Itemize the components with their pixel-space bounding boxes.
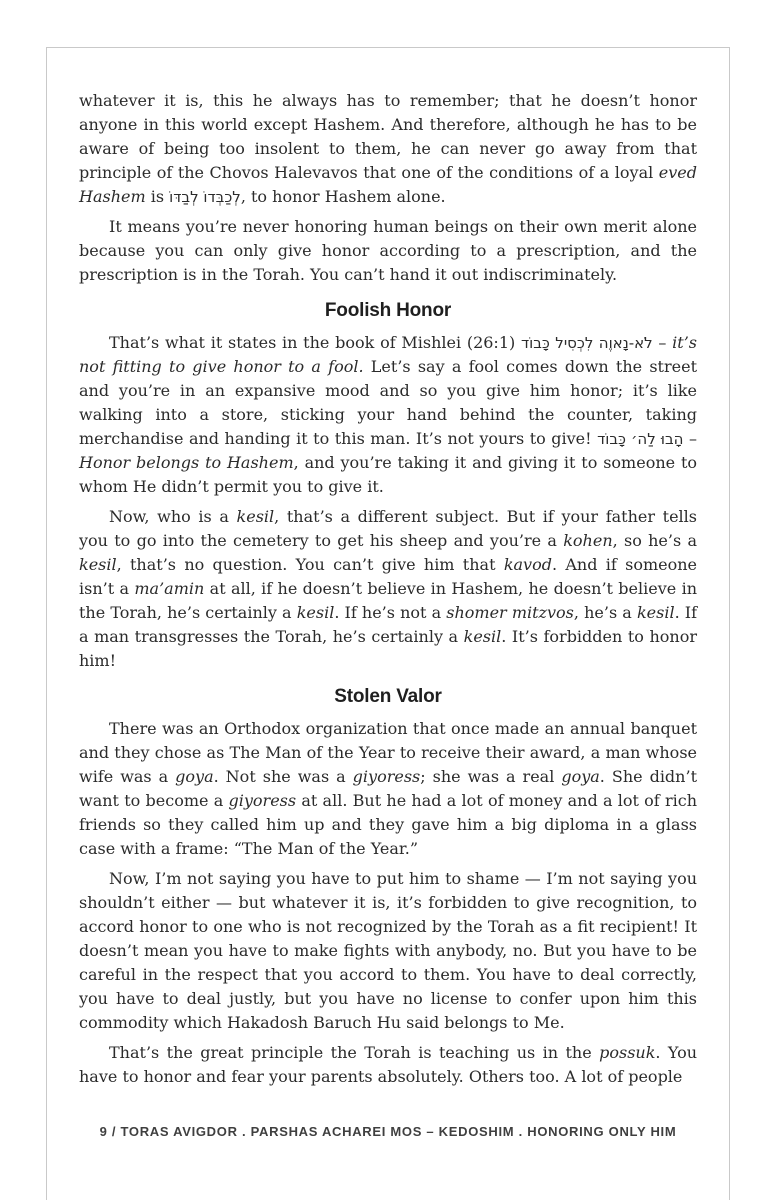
text-run: . She didn’t want to become a [79,767,697,810]
text-run: , and you’re taking it and giving it to someone to whom He didn’t permit you to give it. [79,453,698,496]
page-body [47,48,729,1089]
italic-term: kesil [296,603,335,622]
text-run: . If a man transgresses the Torah, he’s certainly a [79,603,698,646]
text-run: . And if someone isn’t a [79,555,698,598]
section-heading: Stolen Valor [334,686,442,707]
text-run: . Not she was a [213,767,353,786]
body-paragraph [79,331,697,499]
italic-term: kesil [463,627,502,646]
body-paragraph [79,717,697,861]
text-run: Now, who is a [109,507,237,526]
text-run: Let’s say a fool comes down the street and you’re in an expansive mood and so you give him honor; it’s like walking into a store, sticking your hand behind the counter, taking merchandise and handing it to this man. It’s not yours to give! [79,357,697,448]
body-paragraph [79,89,697,209]
text-run: , that’s a different subject. But if your father tells you to go into the cemetery to get his sheep and you’re a [79,507,697,550]
text-run: ; she was a real [420,767,562,786]
text-run: – [683,429,697,448]
italic-term: giyoress [352,767,421,786]
body-paragraph [79,867,697,1035]
text-run: , to honor Hashem alone. [240,187,446,206]
text-run: at all, if he doesn’t believe in Hashem, he doesn’t believe in the Torah, he’s certainly a [79,579,697,622]
italic-term: shomer mitzvos [446,603,574,622]
text-run: Now, I’m not saying you have to put him to shame — I’m not saying you shouldn’t either — but whatever it is, it’s forbidden to give recognition, to accord honor to one who is not recognized by the Torah as a fit recipient! It doesn’t mean you have to make fights with anybody, no. But you have to be careful in the respect that you accord to them. You have to deal correctly, you have to deal justly, but you have no license to confer upon him this commodity which Hakadosh Baruch Hu said belongs to Me. [79,869,697,1032]
italic-term: kesil [79,555,117,574]
italic-term: kesil [236,507,275,526]
italic-term: eved Hashem [79,163,697,206]
italic-term: goya [561,767,600,786]
italic-term: giyoress [228,791,297,810]
italic-term: kohen [563,531,613,550]
page-footer: 9 / TORAS AVIGDOR . PARSHAS ACHAREI MOS – KEDOSHIM . HONORING ONLY HIM [47,1120,729,1139]
italic-term: kavod [503,555,552,574]
italic-term: Honor belongs to Hashem [79,453,294,472]
hebrew-text: לְכַבְּדוֹ לְבַדּוֹ [169,188,241,206]
italic-term: goya [175,767,214,786]
italic-term: ma’amin [134,579,205,598]
text-run: is [145,187,170,206]
text-run: . It’s forbidden to honor him! [79,627,697,670]
text-run: , so he’s a [612,531,697,550]
text-run: whatever it is, this he always has to remember; that he doesn’t honor anyone in this world except Hashem. And therefore, although he has to be aware of being too insolent to them, he can never go away from that principle of the Chovos Halevavos that one of the conditions of a loyal [79,91,697,182]
italic-term: it’s not fitting to give honor to a fool. [79,333,697,376]
hebrew-text: הָבוּ לַה׳ כָּבוֹד [597,430,684,448]
section-heading: Foolish Honor [324,300,452,321]
body-paragraph [79,215,697,287]
text-run: There was an Orthodox organization that once made an annual banquet and they chose as The Man of the Year to receive their award, a man whose wife was a [79,719,697,786]
text-run: . You have to honor and fear your parents absolutely. Others too. A lot of people [79,1043,698,1086]
italic-term: possuk [599,1043,656,1062]
hebrew-text: לֹא-נָאוֶה לִכְסִיל כָּבוֹד [520,334,653,352]
text-run: It means you’re never honoring human beings on their own merit alone because you can only give honor according to a prescription, and the prescription is in the Torah. You can’t hand it out indiscriminately. [79,217,697,284]
text-run: at all. But he had a lot of money and a lot of rich friends so they called him up and they gave him a big diploma in a glass case with a frame: “The Man of the Year.” [79,791,698,858]
body-paragraph [79,1041,697,1089]
text-run: , that’s no question. You can’t give him that [116,555,504,574]
text-run: – [652,333,673,352]
text-run: That’s what it states in the book of Mishlei (26:1) [109,333,521,352]
text-run: . If he’s not a [334,603,447,622]
page-card [46,47,730,1200]
body-paragraph [79,505,697,673]
text-run: , he’s a [573,603,637,622]
text-run: That’s the great principle the Torah is teaching us in the [109,1043,600,1062]
italic-term: kesil [636,603,675,622]
